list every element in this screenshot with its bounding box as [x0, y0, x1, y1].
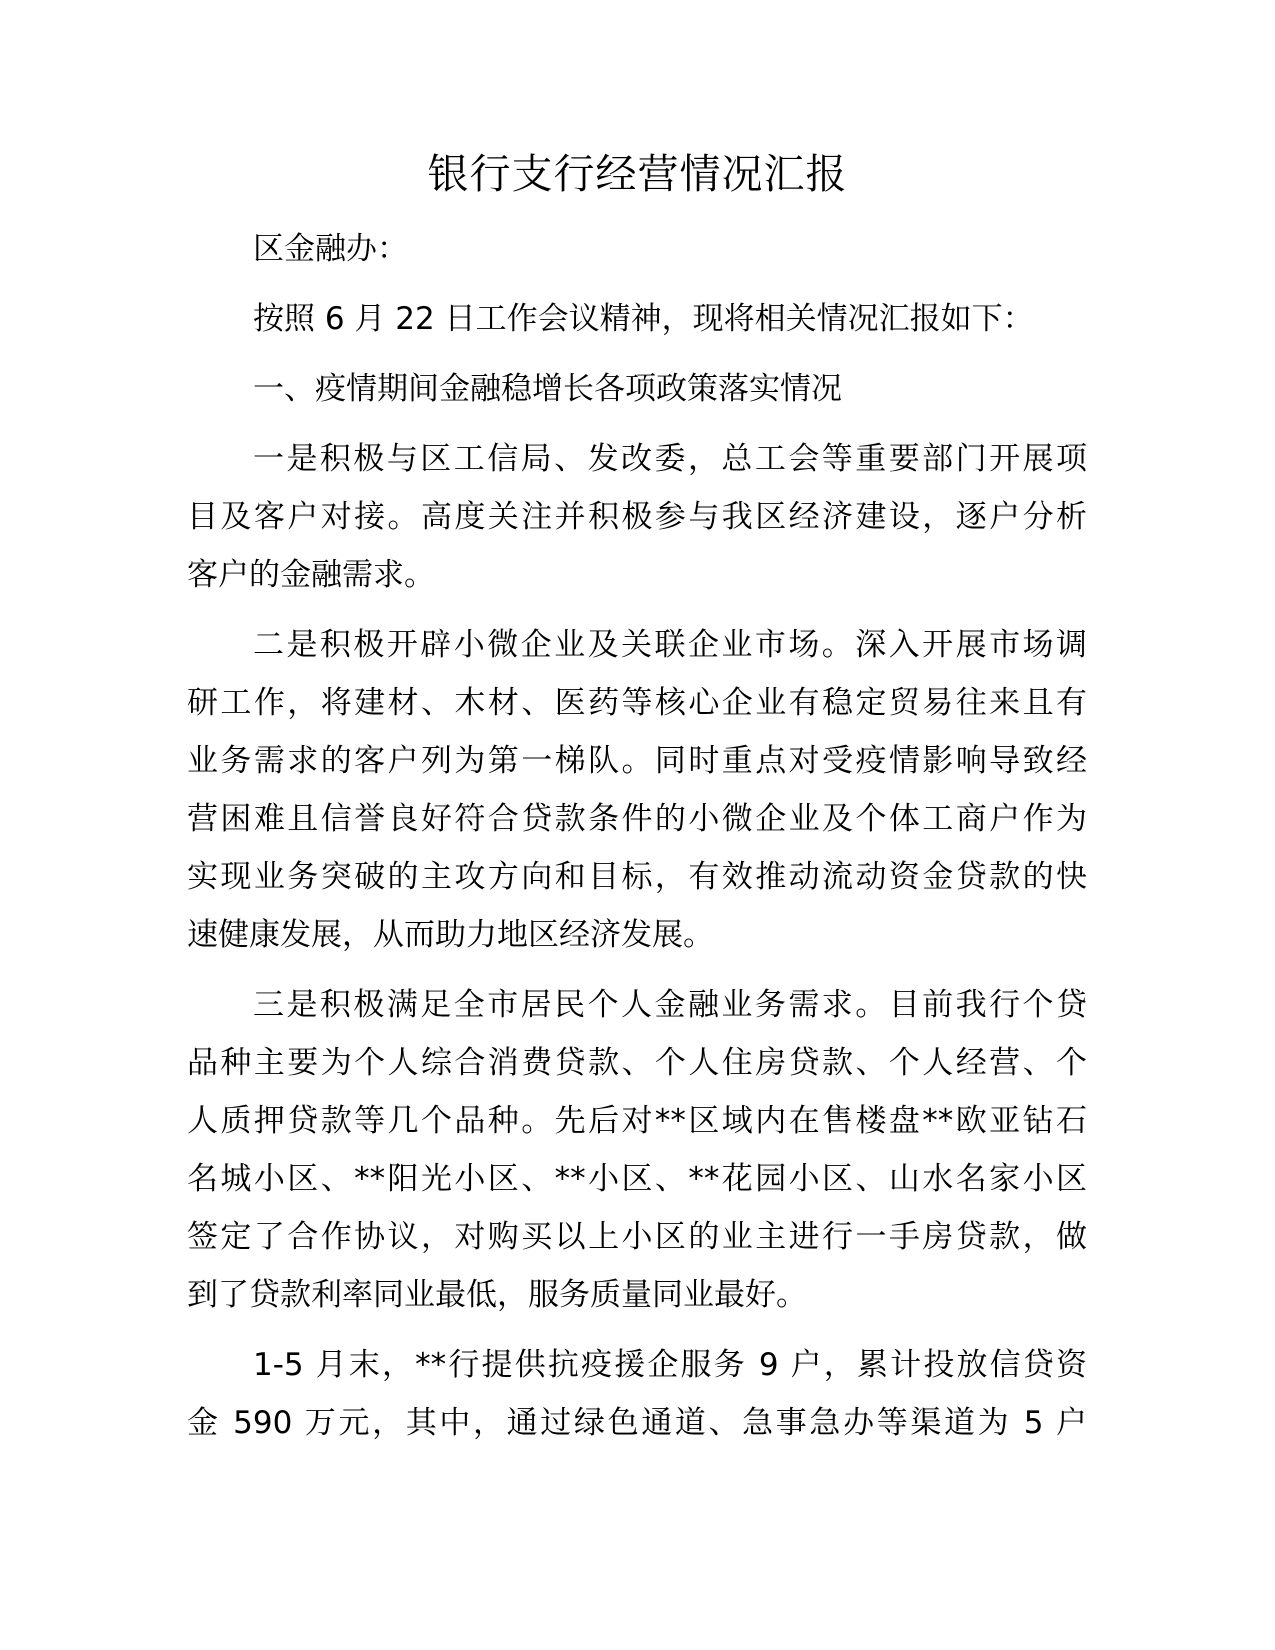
paragraph-line: 实现业务突破的主攻方向和目标，有效推动流动资金贷款的快: [187, 859, 1087, 895]
paragraph-2: [187, 616, 1087, 964]
paragraph-1: [187, 430, 1087, 604]
paragraph-line: 名城小区、**阳光小区、**小区、**花园小区、山水名家小区: [187, 1161, 1087, 1197]
paragraph-line: 到了贷款利率同业最低，服务质量同业最好。: [187, 1277, 807, 1313]
paragraph-line: 目及客户对接。高度关注并积极参与我区经济建设，逐户分析: [187, 499, 1087, 535]
paragraph-line: 研工作，将建材、木材、医药等核心企业有稳定贸易往来且有: [187, 685, 1087, 721]
paragraph-line: 三是积极满足全市居民个人金融业务需求。目前我行个贷: [253, 987, 1087, 1023]
document-title: 银行支行经营情况汇报: [427, 150, 848, 198]
paragraph-line: 客户的金融需求。: [187, 557, 435, 593]
section-heading: 一、疫情期间金融稳增长各项政策落实情况: [253, 371, 842, 407]
paragraph-line: 金 590 万元，其中，通过绿色通道、急事急办等渠道为 5 户: [187, 1405, 1087, 1441]
salutation: 区金融办：: [253, 231, 408, 267]
paragraph-3: [187, 976, 1087, 1324]
paragraph-4: [187, 1336, 1087, 1452]
paragraph-line: 签定了合作协议，对购买以上小区的业主进行一手房贷款，做: [187, 1219, 1087, 1255]
paragraph-line: 1-5 月末，**行提供抗疫援企服务 9 户，累计投放信贷资: [253, 1347, 1087, 1383]
document-body: [187, 220, 1087, 1464]
paragraph-line: 人质押贷款等几个品种。先后对**区域内在售楼盘**欧亚钻石: [187, 1103, 1087, 1139]
intro-paragraph: 按照 6 月 22 日工作会议精神，现将相关情况汇报如下：: [253, 301, 1034, 337]
paragraph-line: 品种主要为个人综合消费贷款、个人住房贷款、个人经营、个: [187, 1045, 1087, 1081]
paragraph-line: 营困难且信誉良好符合贷款条件的小微企业及个体工商户作为: [187, 801, 1087, 837]
paragraph-line: 一是积极与区工信局、发改委，总工会等重要部门开展项: [253, 441, 1087, 477]
paragraph-line: 业务需求的客户列为第一梯队。同时重点对受疫情影响导致经: [187, 743, 1087, 779]
paragraph-line: 二是积极开辟小微企业及关联企业市场。深入开展市场调: [253, 627, 1087, 663]
paragraph-line: 速健康发展，从而助力地区经济发展。: [187, 917, 714, 953]
